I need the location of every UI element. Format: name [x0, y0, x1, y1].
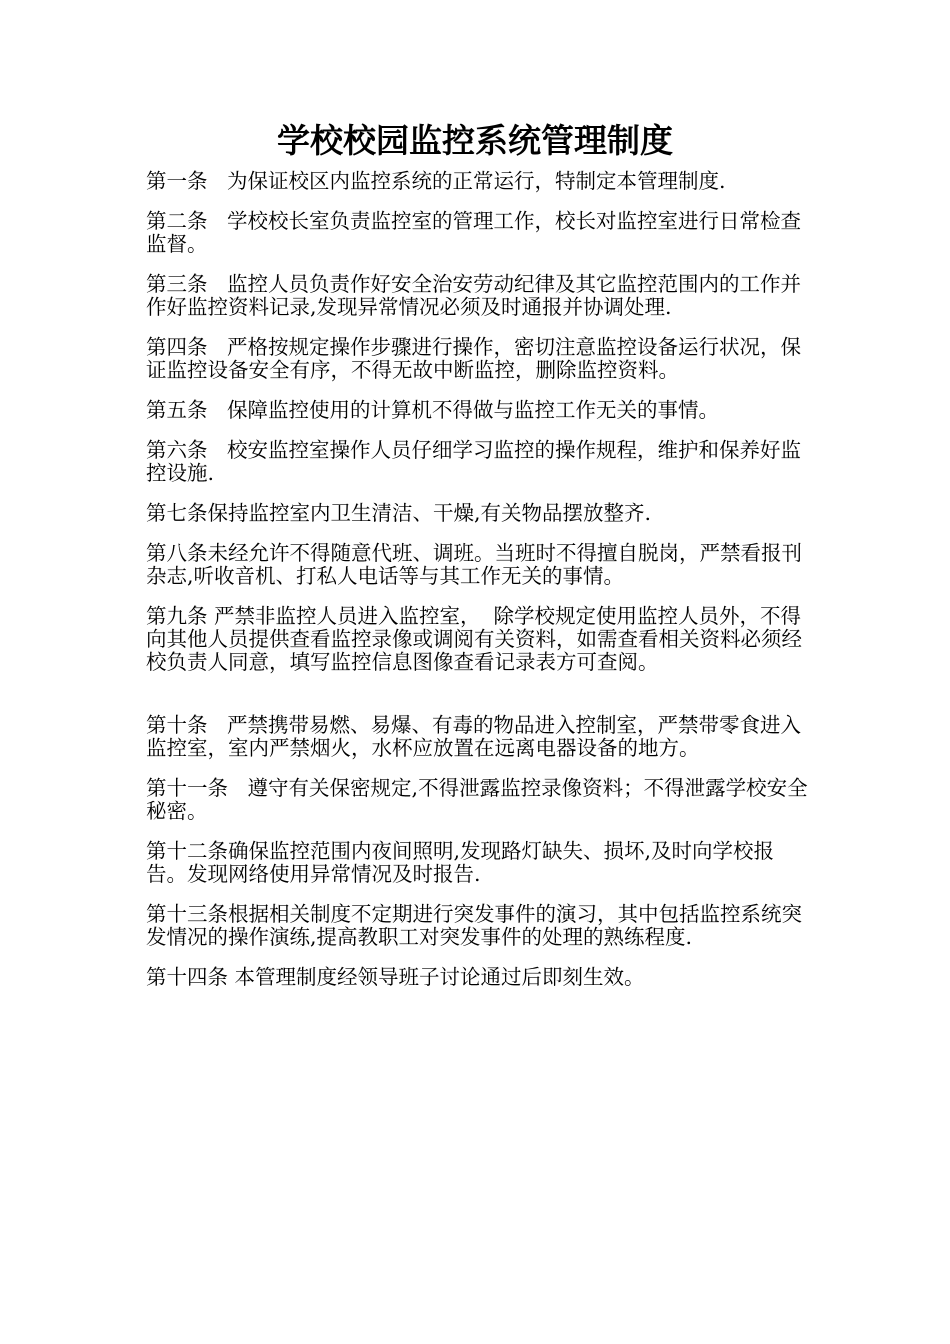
article-8: 第八条未经允许不得随意代班、调班。当班时不得擅自脱岗，严禁看报刊杂志,听收音机、打私人电话等与其工作无关的事情。	[146, 541, 802, 588]
article-7: 第七条保持监控室内卫生清洁、干燥,有关物品摆放整齐.	[146, 501, 652, 525]
article-list	[146, 170, 810, 989]
article-13: 第十三条根据相关制度不定期进行突发事件的演习，其中包括监控系统突发情况的操作演练,提高教职工对突发事件的处理的熟练程度.	[146, 902, 802, 949]
article-9: 第九条 严禁非监控人员进入监控室， 除学校规定使用监控人员外，不得向其他人员提供查看监控录像或调阅有关资料，如需查看相关资料必须经校负责人同意，填写监控信息图像查看记录表方可查阅。	[146, 604, 802, 674]
article-1: 第一条 为保证校区内监控系统的正常运行，特制定本管理制度.	[146, 169, 726, 193]
article-12: 第十二条确保监控范围内夜间照明,发现路灯缺失、损坏,及时向学校报告。发现网络使用异常情况及时报告.	[146, 839, 775, 886]
article-6: 第六条 校安监控室操作人员仔细学习监控的操作规程，维护和保养好监控设施.	[146, 438, 802, 485]
page-title: 学校校园监控系统管理制度	[277, 121, 673, 160]
article-10: 第十条 严禁携带易燃、易爆、有毒的物品进入控制室，严禁带零食进入监控室，室内严禁烟火，水杯应放置在远离电器设备的地方。	[146, 713, 802, 760]
article-2: 第二条 学校校长室负责监控室的管理工作，校长对监控室进行日常检查监督。	[146, 209, 802, 256]
article-11: 第十一条 遵守有关保密规定,不得泄露监控录像资料；不得泄露学校安全秘密。	[146, 776, 808, 823]
article-14: 第十四条 本管理制度经领导班子讨论通过后即刻生效。	[146, 965, 645, 989]
article-4: 第四条 严格按规定操作步骤进行操作，密切注意监控设备运行状况，保证监控设备安全有序，不得无故中断监控，删除监控资料。	[146, 335, 802, 382]
article-3: 第三条 监控人员负责作好安全治安劳动纪律及其它监控范围内的工作并作好监控资料记录,发现异常情况必须及时通报并协调处理.	[146, 272, 802, 319]
article-5: 第五条 保障监控使用的计算机不得做与监控工作无关的事情。	[146, 398, 720, 422]
